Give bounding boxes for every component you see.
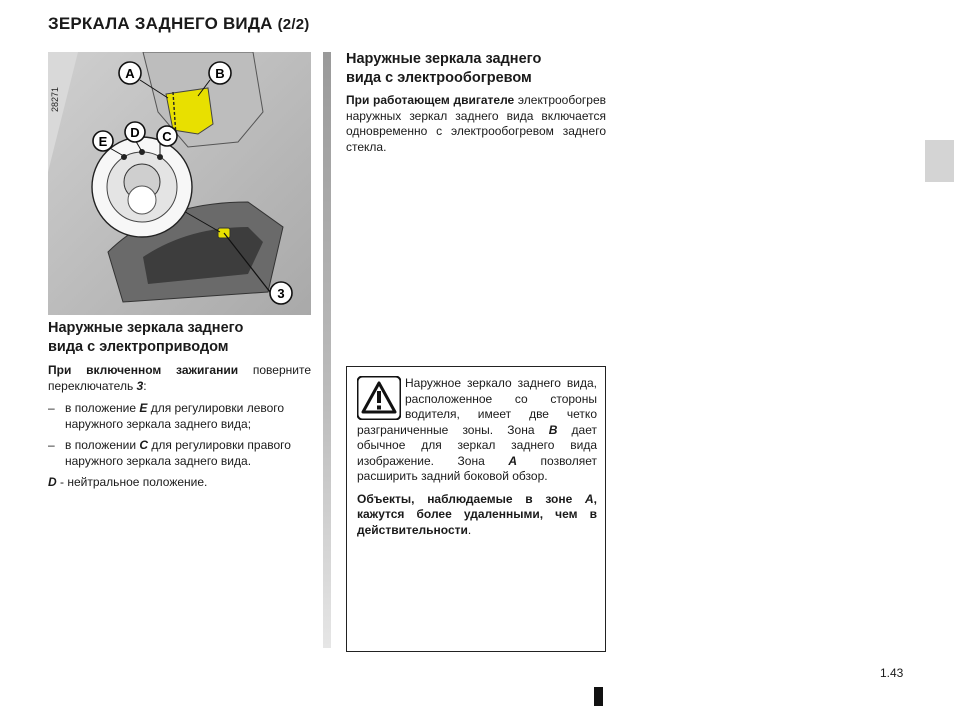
right-para-rest: электрообогрев наружных зеркал заднего вида включается одновременно с электрообогревом заднего стекла. [346,93,606,154]
page-title-text: ЗЕРКАЛА ЗАДНЕГО ВИДА [48,14,273,33]
svg-text:B: B [215,66,225,81]
neutral-key: D [48,475,57,489]
callout-a [119,62,141,84]
position-list [48,401,311,497]
illustration-svg [48,52,311,315]
neutral-position-text [48,475,311,491]
intro-ref: 3 [136,378,144,393]
callout-d [125,122,145,142]
list-dash: – [48,438,55,452]
figure-code: 28271 [50,86,60,112]
svg-text:A: A [125,66,135,81]
warning-p1-end: позволяет расширить задний боковой обзор. [357,453,597,483]
right-heading [346,50,541,88]
warning-p1: Наружное зеркало заднего вида, расположенное со стороны водителя, имеет две четко разграниченные зоны. [357,376,597,437]
list-pre: в положении [65,438,140,452]
mirror-control-illustration [48,52,311,315]
list-dash: – [48,401,55,415]
warning-box [346,366,606,652]
intro-bold: При включенном зажигании [48,363,239,377]
page-number: 1.43 [880,666,904,680]
warning-p1-zone-pre: Зона [493,422,549,437]
warning-paragraph-2 [357,492,597,539]
page-title [48,14,309,34]
list-item [48,401,311,432]
intro-rest: поверните переключатель [48,363,311,393]
left-heading [48,319,243,357]
svg-text:E: E [98,134,108,149]
callout-e [93,131,113,151]
left-heading-line1: Наружные зеркала заднего [48,320,244,336]
warning-zone-a: A [508,453,517,468]
right-para-bold: При работающем двигателе [346,93,515,107]
column-divider [323,52,331,648]
warning-p2-pre: Объекты, наблюдаемые в зоне [357,491,585,506]
warning-text [357,376,597,545]
right-paragraph [346,93,606,155]
list-key: E [139,401,148,415]
svg-text:D: D [130,125,140,140]
list-pre: в положение [65,401,140,415]
warning-zone-b: B [548,422,558,437]
left-heading-line2: вида с электроприводом [48,339,229,355]
warning-p2-post: , кажутся более удаленными, чем в действительности [357,491,597,537]
switch-knob-base [128,186,156,214]
warning-p1-mid: дает обычное для зеркал заднего вида изображение. Зона [357,422,597,468]
warning-p2-dot: . [467,522,472,537]
footer-marker [594,687,603,706]
intro-end: : [143,378,147,393]
list-post: для регулировки правого наружного зеркала заднего вида. [65,438,291,468]
list-key: C [139,438,149,452]
warning-p2-zone: A [584,491,594,506]
right-heading-line1: Наружные зеркала заднего [346,51,542,67]
list-post: для регулировки левого наружного зеркала заднего вида; [65,401,285,431]
svg-text:C: C [162,129,172,144]
right-heading-line2: вида с электрообогревом [346,70,532,86]
position-mark-d [139,149,145,155]
left-intro [48,363,311,394]
callout-b [209,62,231,84]
position-mark-c [157,154,163,160]
page-title-suffix: (2/2) [277,16,310,33]
neutral-text: - нейтральное положение. [56,475,208,489]
list-item [48,438,311,469]
svg-text:3: 3 [277,286,285,301]
callout-3 [270,282,292,304]
section-tab [925,140,954,182]
callout-c [157,126,177,146]
